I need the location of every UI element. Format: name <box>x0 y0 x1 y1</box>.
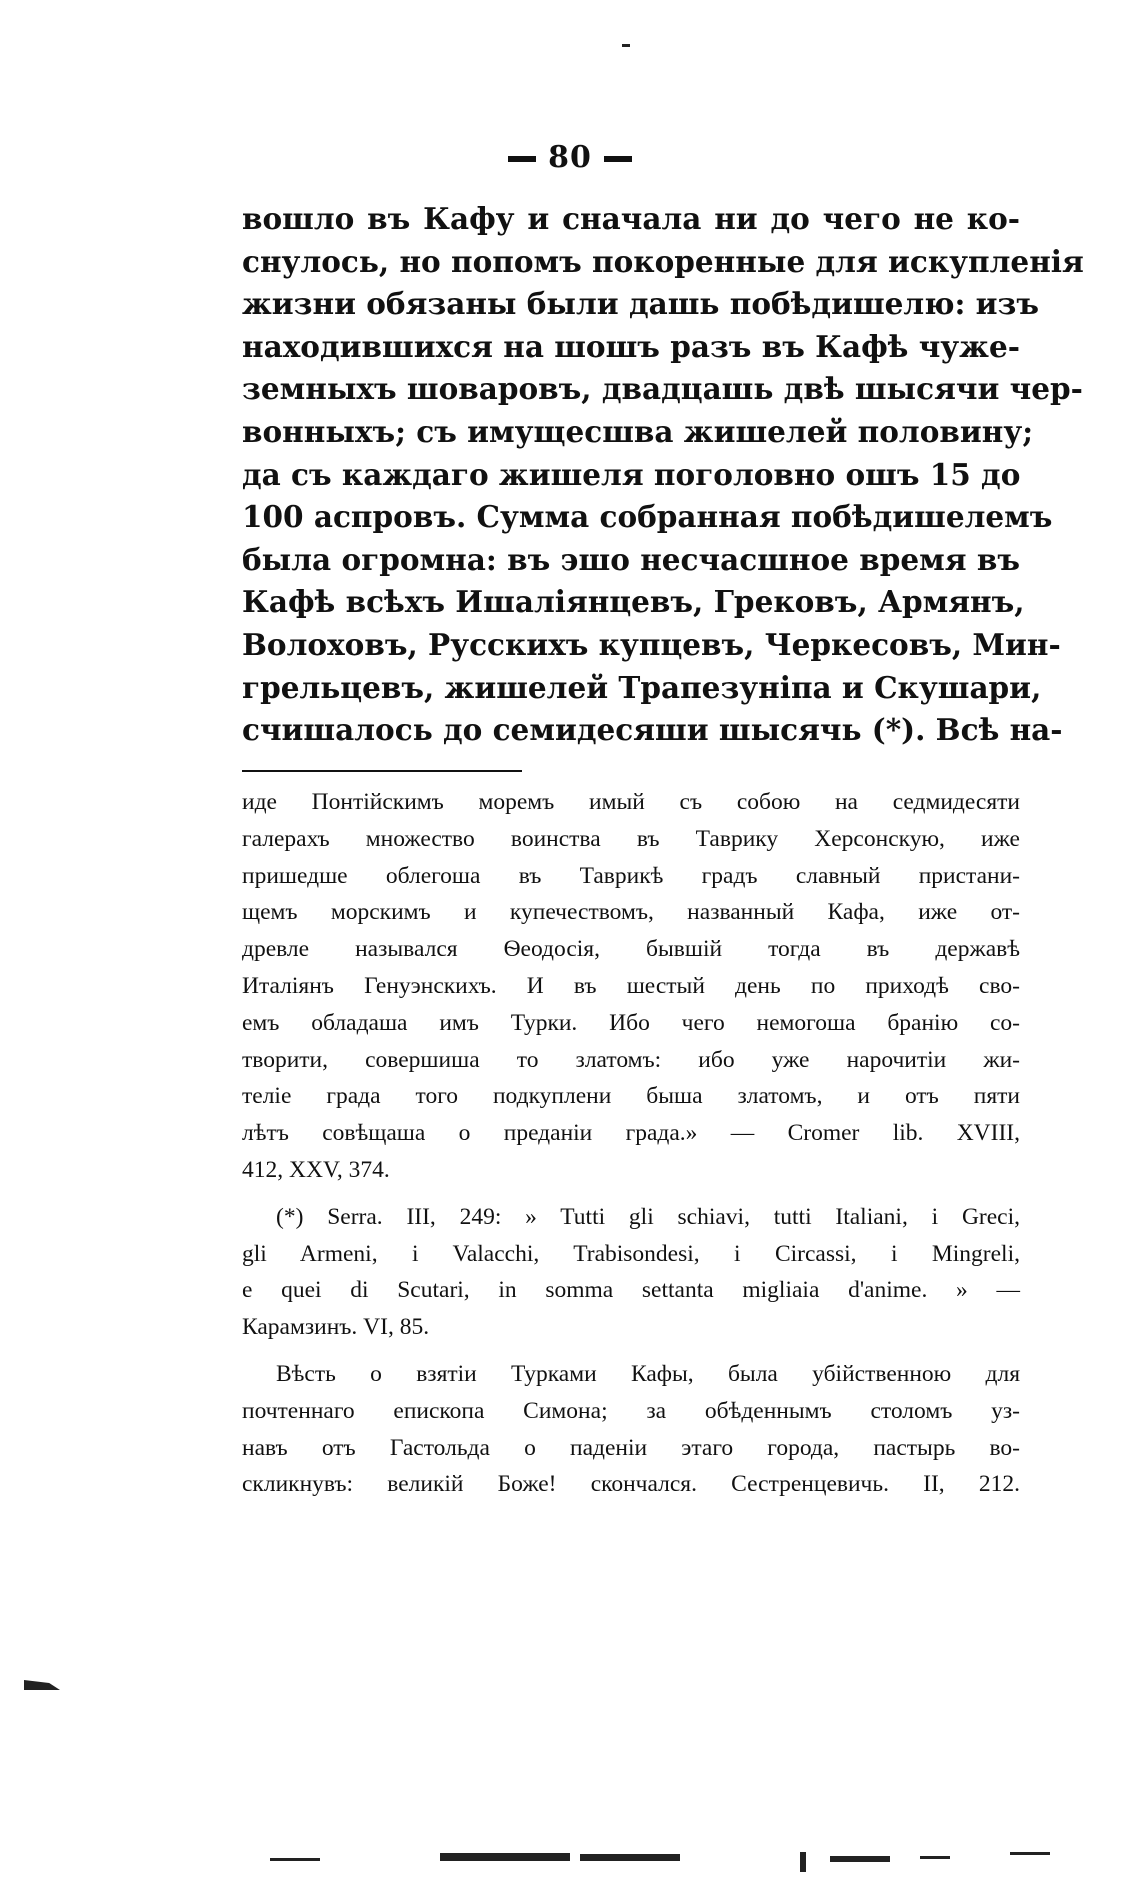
main-line: земныхъ шоваровъ, двадцашь двѣ шысячи чер- <box>242 371 1083 407</box>
footnote-line: щемъ морскимъ и купечествомъ, названный Кафа, иже от- <box>242 899 1020 926</box>
footnote-line: пришедше облегоша въ Таврикѣ градъ славный пристани- <box>242 862 1020 889</box>
footnote-bishop-line: Вѣсть о взятіи Турками Кафы, была убійственною для <box>276 1360 1020 1387</box>
main-line: да съ каждаго жишеля поголовно ошъ 15 до <box>242 456 1021 492</box>
footnote-serra-line: (*) Serra. III, 249: » Tutti gli schiavi, tutti Italiani, i Greci, <box>276 1203 1020 1230</box>
footnote-line: творити, совершиша то златомъ: ибо уже нарочитіи жи- <box>242 1046 1020 1073</box>
footnote-line: Италіянъ Генуэнскихъ. И въ шестый день по приходѣ сво- <box>242 972 1020 999</box>
main-line: была огромна: въ эшо несчасшное время въ <box>242 541 1020 577</box>
footnote-bishop-line: навъ отъ Гастольда о паденіи этаго города, пастырь во- <box>242 1434 1020 1461</box>
footnote-bishop-line: скликнувъ: великій Боже! скончался. Сестренцевичь. II, 212. <box>242 1471 1020 1498</box>
footnote-line: лѣтъ совѣщаша о преданіи града.» — Cromer lib. XVIII, <box>242 1120 1020 1147</box>
main-line: вонныхъ; съ имущесшва жишелей половину; <box>242 413 1034 449</box>
footnote-line: иде Понтійскимъ моремъ имый съ собою на седмидесяти <box>242 789 1020 815</box>
footnote-serra-line: gli Armeni, i Valacchi, Trabisondesi, i Circassi, i Mingreli, <box>242 1240 1020 1267</box>
main-line: находившихся на шошъ разъ въ Кафѣ чуже- <box>242 328 1020 364</box>
footnote-line: теліе града того подкуплени быша златомъ, и отъ пяти <box>242 1083 1020 1110</box>
scan-mark-left <box>24 1680 60 1690</box>
scan-mark-bottom-3 <box>580 1854 680 1861</box>
footnote-line: емъ обладаша имъ Турки. Ибо чего немогоша бранію со- <box>242 1009 1020 1036</box>
scan-mark-bottom-6 <box>920 1856 950 1859</box>
header-dash-right <box>604 156 632 162</box>
main-line: 100 аспровъ. Сумма собранная побѣдишелемъ <box>242 499 1053 535</box>
main-text <box>242 198 1084 752</box>
main-line: жизни обязаны были дашь побѣдишелю: изъ <box>242 286 1039 322</box>
scan-mark-top <box>622 44 630 47</box>
footnote-bishop-line: почтеннаго епископа Симона; за обѣденнымъ столомъ уз- <box>242 1397 1020 1424</box>
main-line: грельцевъ, жишелей Трапезуніпа и Скушари, <box>242 669 1042 705</box>
page-header <box>0 140 1140 175</box>
scan-mark-bottom-5 <box>830 1856 890 1862</box>
scan-mark-bottom-2 <box>440 1853 570 1861</box>
page-number: 80 <box>548 140 592 175</box>
main-line: счишалось до семидесяши шысячь (*). Всѣ на- <box>242 712 1063 748</box>
main-line: вошло въ Кафу и сначала ни до чего не ко- <box>242 201 1020 236</box>
footnote-line: галерахъ множество воинства въ Таврику Херсонскую, иже <box>242 825 1020 852</box>
main-line: снулось, но попомъ покоренные для искупленія <box>242 243 1084 279</box>
footnote-line: 412, XXV, 374. <box>242 1156 390 1183</box>
main-line: Кафѣ всѣхъ Ишаліянцевъ, Грековъ, Армянъ, <box>242 584 1025 620</box>
scan-mark-bottom-1 <box>270 1858 320 1861</box>
footnotes <box>242 784 1020 1503</box>
scan-mark-bottom-4 <box>800 1852 806 1872</box>
header-dash-left <box>508 156 536 162</box>
footnote-divider <box>242 770 522 772</box>
footnote-serra-line: e quei di Scutari, in somma settanta migliaia d'anime. » — <box>242 1277 1020 1304</box>
scan-mark-bottom-7 <box>1010 1852 1050 1855</box>
main-line: Волоховъ, Русскихъ купцевъ, Черкесовъ, Мин- <box>242 626 1061 662</box>
footnote-line: древле назывался Ѳеодосія, бывшій тогда въ державѣ <box>242 936 1020 963</box>
footnote-serra-line: Карамзинъ. VI, 85. <box>242 1314 430 1341</box>
